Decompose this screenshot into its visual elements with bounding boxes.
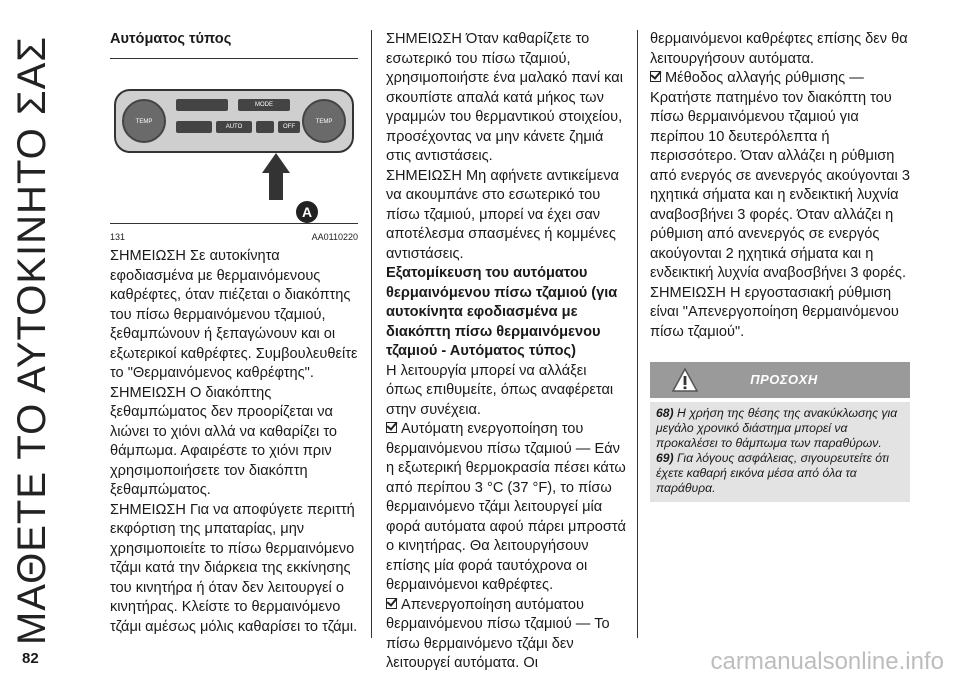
column-divider xyxy=(637,30,638,638)
mode-button: MODE xyxy=(238,99,290,111)
figure-code: AA0110220 xyxy=(311,231,358,242)
warning-item: 68) Η χρήση της θέσης της ανακύκλωσης για μεγάλο χρονικό διάστημα μπορεί να προκαλέσει το θάμπωμα των παραθύρων. xyxy=(656,406,898,450)
arrow-stem xyxy=(269,172,283,200)
front-defrost-button xyxy=(176,121,212,133)
temp-knob-right: TEMP xyxy=(302,99,346,143)
paragraph: Η λειτουργία μπορεί να αλλάξει όπως επιθυμείτε, όπως αναφέρεται στην συνέχεια. xyxy=(386,362,614,418)
callout-badge: A xyxy=(296,201,318,223)
figure-number: 131 xyxy=(110,231,126,242)
paragraph: ΣΗΜΕΙΩΣΗ Όταν καθαρίζετε το εσωτερικό του πίσω τζαμιού, χρησιμοποιήστε ένα μαλακό πανί και σκουπίστε απαλά κατά μήκος των γραμμών του θερμαντικού στοιχείου, προσέχοντας να μην κάνετε ζημιά στις αντιστάσεις. xyxy=(386,31,623,164)
column-2 xyxy=(386,30,626,674)
paragraph: ΣΗΜΕΙΩΣΗ Η εργοστασιακή ρύθμιση είναι "Απενεργοποίηση θερμαινόμενου πίσω τζαμιού". xyxy=(650,284,899,340)
off-button: OFF xyxy=(278,121,300,133)
watermark: carmanualsonline.info xyxy=(710,648,944,675)
auto-button: AUTO xyxy=(216,121,252,133)
chapter-side-title: ΜΑΘΕΤΕ ΤΟ ΑΥΤΟΚΙΝΗΤΟ ΣΑΣ xyxy=(10,35,55,645)
column-divider xyxy=(371,30,372,638)
warning-item: 69) Για λόγους ασφάλειας, σιγουρευτείτε ότι έχετε καθαρή εικόνα μέσα από όλα τα παράθυρα. xyxy=(656,451,889,495)
warning-header xyxy=(650,362,910,398)
arrow-icon xyxy=(262,153,290,173)
checkmark-icon xyxy=(386,422,397,433)
list-item: Απενεργοποίηση αυτόματου θερμαινόμενου πίσω τζαμιού — Το πίσω θερμαινόμενο τζάμι δεν λειτουργεί αυτόματα. Οι xyxy=(386,596,610,671)
subsection-heading: Εξατομίκευση του αυτόματου θερμαινόμενου πίσω τζαμιού (για αυτοκίνητα εφοδιασμένα με διακόπτη πίσω θερμαινόμενου τζαμιού - Αυτόματος τύπος) xyxy=(386,265,618,359)
rear-defrost-button xyxy=(256,121,274,133)
checkmark-icon xyxy=(386,598,397,609)
page-number: 82 xyxy=(22,650,39,667)
paragraph: θερμαινόμενοι καθρέφτες επίσης δεν θα λειτουργήσουν αυτόματα. xyxy=(650,31,908,67)
paragraph: ΣΗΜΕΙΩΣΗ Σε αυτοκίνητα εφοδιασμένα με θερμαινόμενους καθρέφτες, όταν πιέζεται ο διακόπτης του πίσω θερμαινόμενου τζαμιού, ξεθαμπώνουν ή ξεπαγώνουν και οι εξωτερικοί καθρέφτες. Συμβουλευθείτε το "Θερμαινόμενος καθρέφτης". xyxy=(110,248,358,381)
fan-button xyxy=(176,99,228,111)
paragraph: ΣΗΜΕΙΩΣΗ Για να αποφύγετε περιττή εκφόρτιση της μπαταρίας, μην χρησιμοποιείτε το πίσω θερμαινόμενο τζάμι κατά την διάρκεια της εκκίνησης του κινητήρα ή όταν δεν λειτουργεί ο κινητήρας. Κλείστε το θερμαινόμενο τζάμι αμέσως μόλις καθαρίσει το τζάμι. xyxy=(110,501,358,635)
list-item: Αυτόματη ενεργοποίηση του θερμαινόμενου πίσω τζαμιού — Εάν η εξωτερική θερμοκρασία πέσει κάτω από περίπου 3 °C (37 °F), το πίσω θερμαινόμενο τζάμι λειτουργεί μία φορά αυτόματα αφού πάρει μπροστά ο κινητήρας. Θα λειτουργήσουν επίσης μία φορά ταυτόχρονα οι θερμαινόμενοι καθρέφτες. xyxy=(386,421,626,593)
section-rule xyxy=(110,58,358,59)
section-title: Αυτόματος τύπος xyxy=(110,31,232,47)
climate-control-panel xyxy=(114,89,354,153)
warning-title: ΠΡΟΣΟΧΗ xyxy=(750,372,818,388)
warning-body xyxy=(650,402,910,502)
paragraph: ΣΗΜΕΙΩΣΗ Ο διακόπτης ξεθαμπώματος δεν προορίζεται να λιώνει το χιόνι αλλά να καθαρίζει το θάμπωμα. Αφαιρέστε το χιόνι πριν χρησιμοποιήσετε τον διακόπτη ξεθαμπώματος. xyxy=(110,384,338,498)
warning-icon xyxy=(672,367,698,393)
figure-caption xyxy=(110,228,358,248)
paragraph: ΣΗΜΕΙΩΣΗ Μη αφήνετε αντικείμενα να ακουμπάνε στο εσωτερικό του πίσω τζαμιού, μπορεί να έχει σαν αποτέλεσμα σπασμένες ή κομμένες αντιστάσεις. xyxy=(386,167,619,262)
figure-climate-panel xyxy=(110,65,358,221)
figure-rule xyxy=(110,223,358,224)
column-3 xyxy=(650,30,910,502)
column-1 xyxy=(110,30,358,637)
checkmark-icon xyxy=(650,71,661,82)
list-item: Μέθοδος αλλαγής ρύθμισης — Κρατήστε πατημένο τον διακόπτη του πίσω θερμαινόμενου τζαμιού για περίπου 10 δευτερόλεπτα ή περισσότερο. Όταν αλλάζει η ρύθμιση από ενεργός σε ανενεργός ακούγονται 3 ηχητικά σήματα και η ενδεικτική λυχνία αναβοσβήνει 3 φορές. Όταν αλλάζει η ρύθμιση από ανενεργός σε ενεργός ακούγονται 2 ηχητικά σήματα και η ενδεικτική λυχνία αναβοσβήνει 3 φορές. xyxy=(650,70,910,281)
temp-knob-left: TEMP xyxy=(122,99,166,143)
